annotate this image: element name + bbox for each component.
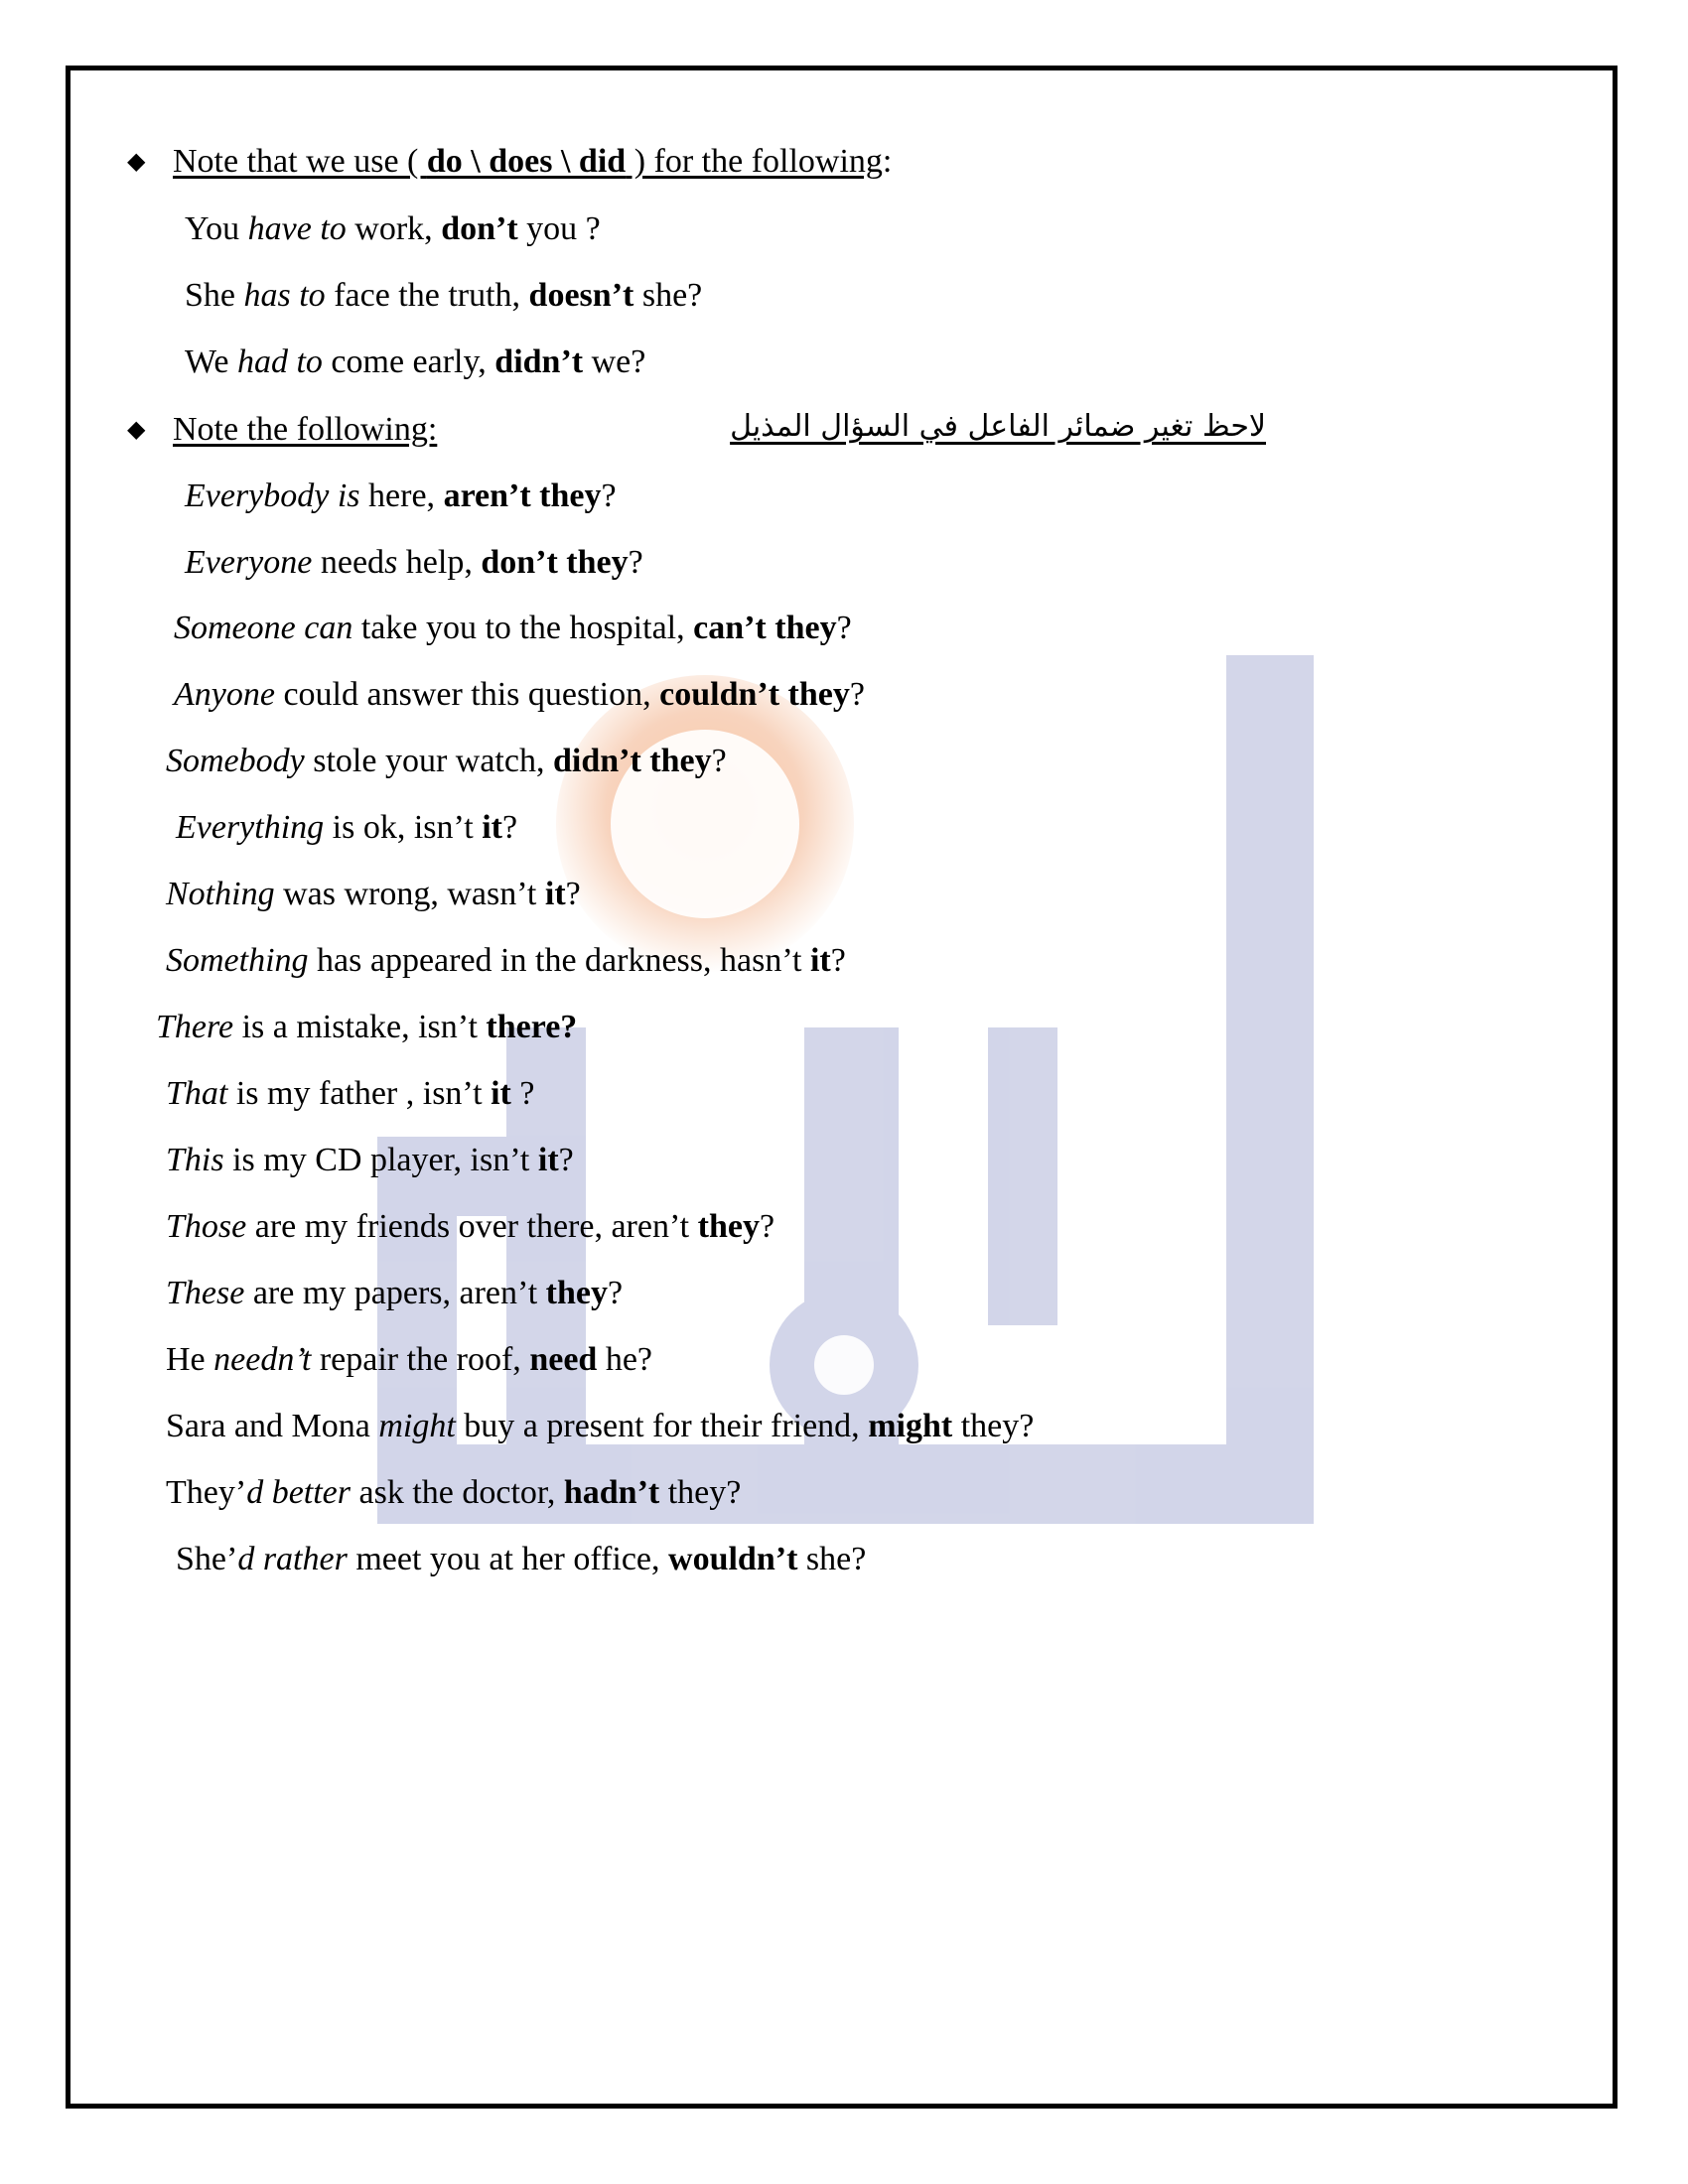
bullet-2: ◆ — [127, 417, 146, 443]
example-line: She’d rather meet you at her office, wouldn’t she? — [176, 1541, 867, 1577]
example-line: We had to come early, didn’t we? — [185, 343, 646, 380]
arabic-note: لاحظ تغير ضمائر الفاعل في السؤال المذيل — [730, 409, 1266, 444]
heading-pre: Note that we use ( — [173, 143, 427, 180]
section1-heading — [173, 142, 892, 182]
example-line: Everyone needs help, don’t they? — [185, 544, 643, 581]
example-line: She has to face the truth, doesn’t she? — [185, 277, 703, 314]
heading-colon: : — [882, 143, 893, 180]
example-line: You have to work, don’t you ? — [185, 210, 601, 247]
example-line: He needn’t repair the roof, need he? — [166, 1341, 652, 1378]
example-line: Everything is ok, isn’t it? — [176, 809, 518, 846]
example-line: These are my papers, aren’t they? — [166, 1275, 624, 1311]
example-line: Those are my friends over there, aren’t they? — [166, 1208, 775, 1245]
example-line: Nothing was wrong, wasn’t it? — [166, 876, 581, 912]
section2-heading: Note the following: — [173, 411, 438, 448]
example-line: This is my CD player, isn’t it? — [166, 1142, 574, 1178]
bullet-1: ◆ — [127, 149, 146, 175]
example-line: Everybody is here, aren’t they? — [185, 478, 617, 514]
example-line: They’d better ask the doctor, hadn’t they? — [166, 1474, 742, 1511]
example-line: Somebody stole your watch, didn’t they? — [166, 743, 727, 779]
heading-bold: do \ does \ did — [426, 143, 627, 180]
example-line: Anyone could answer this question, couldn’t they? — [174, 676, 865, 713]
example-line: That is my father , isn’t it ? — [166, 1075, 535, 1112]
example-line: Something has appeared in the darkness, hasn’t it? — [166, 942, 846, 979]
example-line: There is a mistake, isn’t there? — [156, 1009, 578, 1045]
example-line: Someone can take you to the hospital, can’t they? — [174, 610, 852, 646]
heading-post: ) for the following — [626, 143, 883, 180]
example-line: Sara and Mona might buy a present for their friend, might they? — [166, 1408, 1035, 1444]
